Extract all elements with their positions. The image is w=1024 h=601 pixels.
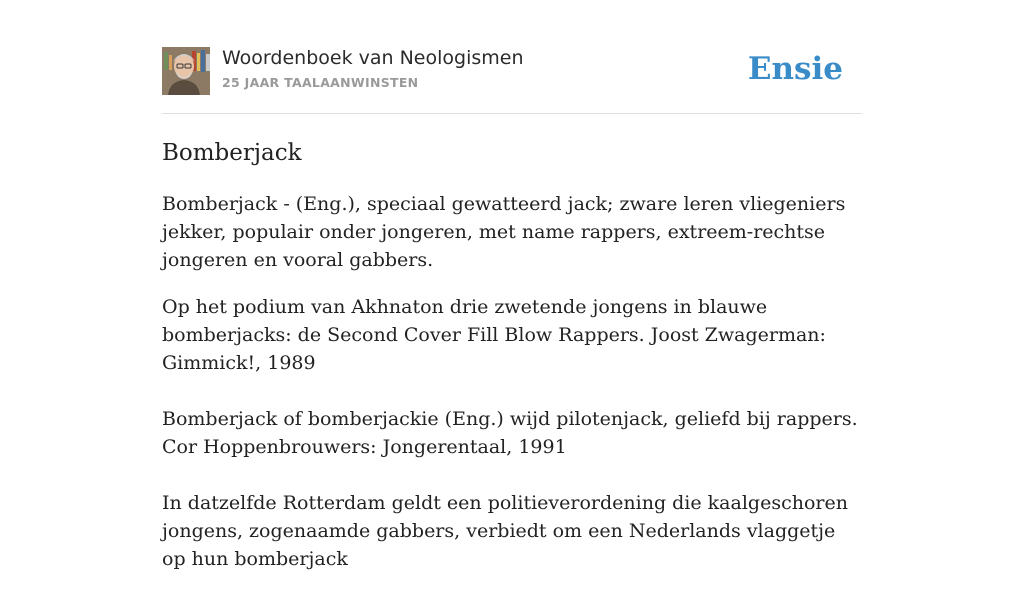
entry-quote: Op het podium van Akhnaton drie zwetende jongens in blauwe bomberjacks: de Second Cover Fill Blow Rappers. Joost Zwagerman: Gimmick!, 1989 [162,296,826,374]
entry-content [162,136,862,601]
ensie-logo[interactable]: Ensie [747,51,843,87]
header-divider [162,113,862,114]
entry-quote: Bomberjack of bomberjackie (Eng.) wijd pilotenjack, geliefd bij rappers. Cor Hoppenbrouwers: Jongerentaal, 1991 [162,408,858,458]
entry-quote: In datzelfde Rotterdam geldt een politieverordening die kaalgeschoren jongens, zogenaamde gabbers, verbiedt om een Nederlands vlaggetje op hun bomberjack [162,492,848,570]
site-header [162,46,862,96]
entry-definition: Bomberjack - (Eng.), speciaal gewatteerd jack; zware leren vliegeniers jekker, populair onder jongeren, met name rappers, extreem-rechtse jongeren en vooral gabbers. [162,193,846,271]
site-title[interactable]: Woordenboek van Neologismen [222,47,524,69]
site-brand [222,46,524,91]
site-subtitle: 25 JAAR TAALAANWINSTEN [222,75,419,90]
avatar-portrait-icon [162,47,210,95]
entry-title: Bomberjack [162,140,302,166]
author-avatar[interactable] [162,47,210,95]
